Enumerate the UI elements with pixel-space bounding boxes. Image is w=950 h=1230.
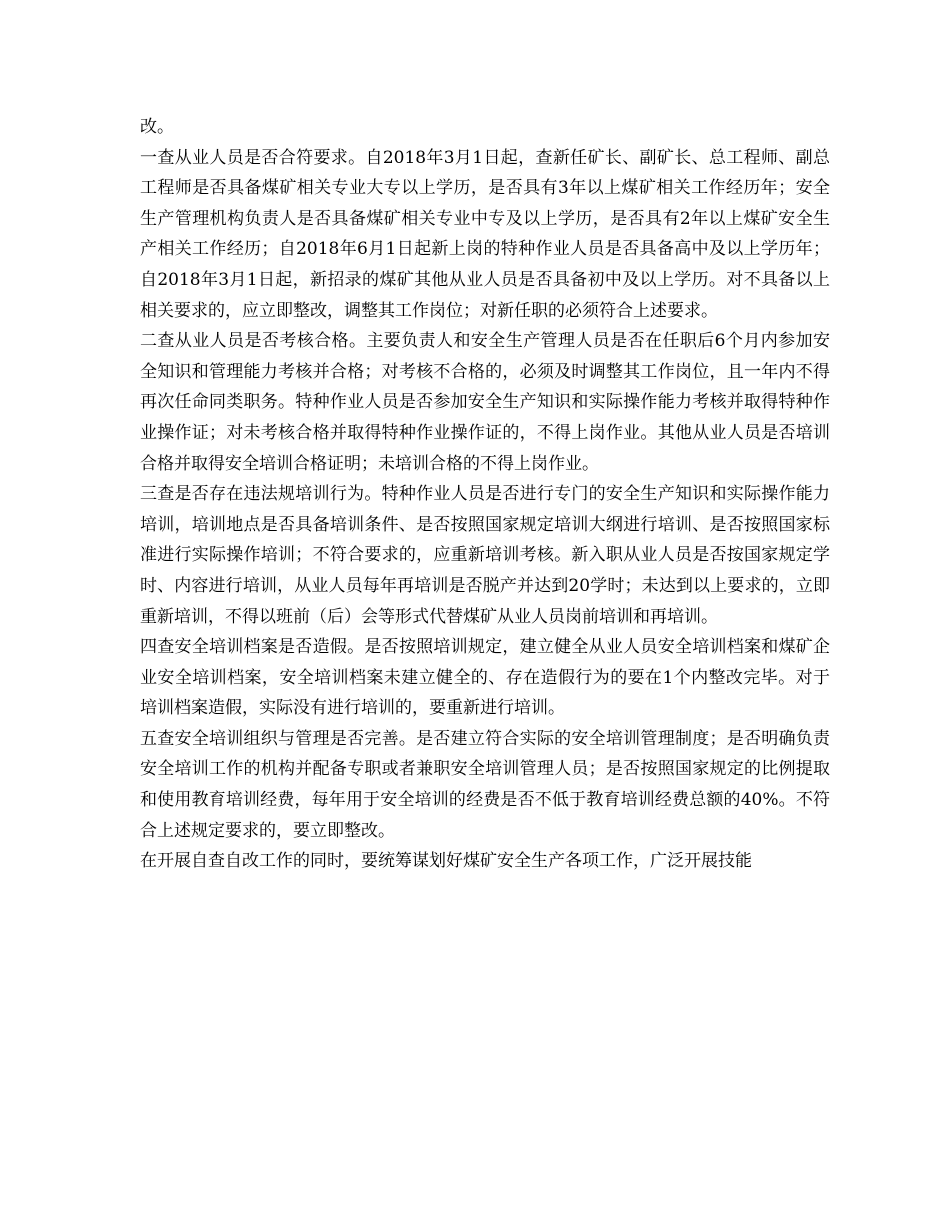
paragraph-check-five: 五查安全培训组织与管理是否完善。是否建立符合实际的安全培训管理制度；是否明确负责安全培训工作的机构并配备专职或者兼职安全培训管理人员；是否按照国家规定的比例提取和使用教育培训经费，每年用于安全培训的经费是否不低于教育培训经费总额的40%。不符合上述规定要求的，要立即整改。 [140,728,830,841]
paragraph-intro-fragment: 改。 [140,117,174,137]
paragraph-check-two: 二查从业人员是否考核合格。主要负责人和安全生产管理人员是否在任职后6个月内参加安全知识和管理能力考核并合格；对考核不合格的，必须及时调整其工作岗位，且一年内不得再次任命同类职务。特种作业人员是否参加安全生产知识和实际操作能力考核并取得特种作业操作证；对未考核合格并取得特种作业操作证的，不得上岗作业。其他从业人员是否培训合格并取得安全培训合格证明；未培训合格的不得上岗作业。 [140,331,830,474]
paragraph-closing: 在开展自查自改工作的同时，要统筹谋划好煤矿安全生产各项工作，广泛开展技能 [140,851,752,872]
paragraph-check-four: 四查安全培训档案是否造假。是否按照培训规定，建立健全从业人员安全培训档案和煤矿企业安全培训档案，安全培训档案未建立健全的、存在造假行为的要在1个内整改完毕。对于培训档案造假，实际没有进行培训的，要重新进行培训。 [140,637,830,719]
paragraph-check-three: 三查是否存在违法规培训行为。特种作业人员是否进行专门的安全生产知识和实际操作能力培训，培训地点是否具备培训条件、是否按照国家规定培训大纲进行培训、是否按照国家标准进行实际操作培训；不符合要求的，应重新培训考核。新入职从业人员是否按国家规定学时、内容进行培训，从业人员每年再培训是否脱产并达到20学时；未达到以上要求的，立即重新培训，不得以班前（后）会等形式代替煤矿从业人员岗前培训和再培训。 [140,484,830,627]
document-body [140,112,830,877]
paragraph-check-one: 一查从业人员是否合符要求。自2018年3月1日起，查新任矿长、副矿长、总工程师、副总工程师是否具备煤矿相关专业大专以上学历，是否具有3年以上煤矿相关工作经历年；安全生产管理机构负责人是否具备煤矿相关专业中专及以上学历，是否具有2年以上煤矿安全生产相关工作经历；自2018年6月1日起新上岗的特种作业人员是否具备高中及以上学历年；自2018年3月1日起，新招录的煤矿其他从业人员是否具备初中及以上学历。对不具备以上相关要求的，应立即整改，调整其工作岗位；对新任职的必须符合上述要求。 [140,147,830,321]
